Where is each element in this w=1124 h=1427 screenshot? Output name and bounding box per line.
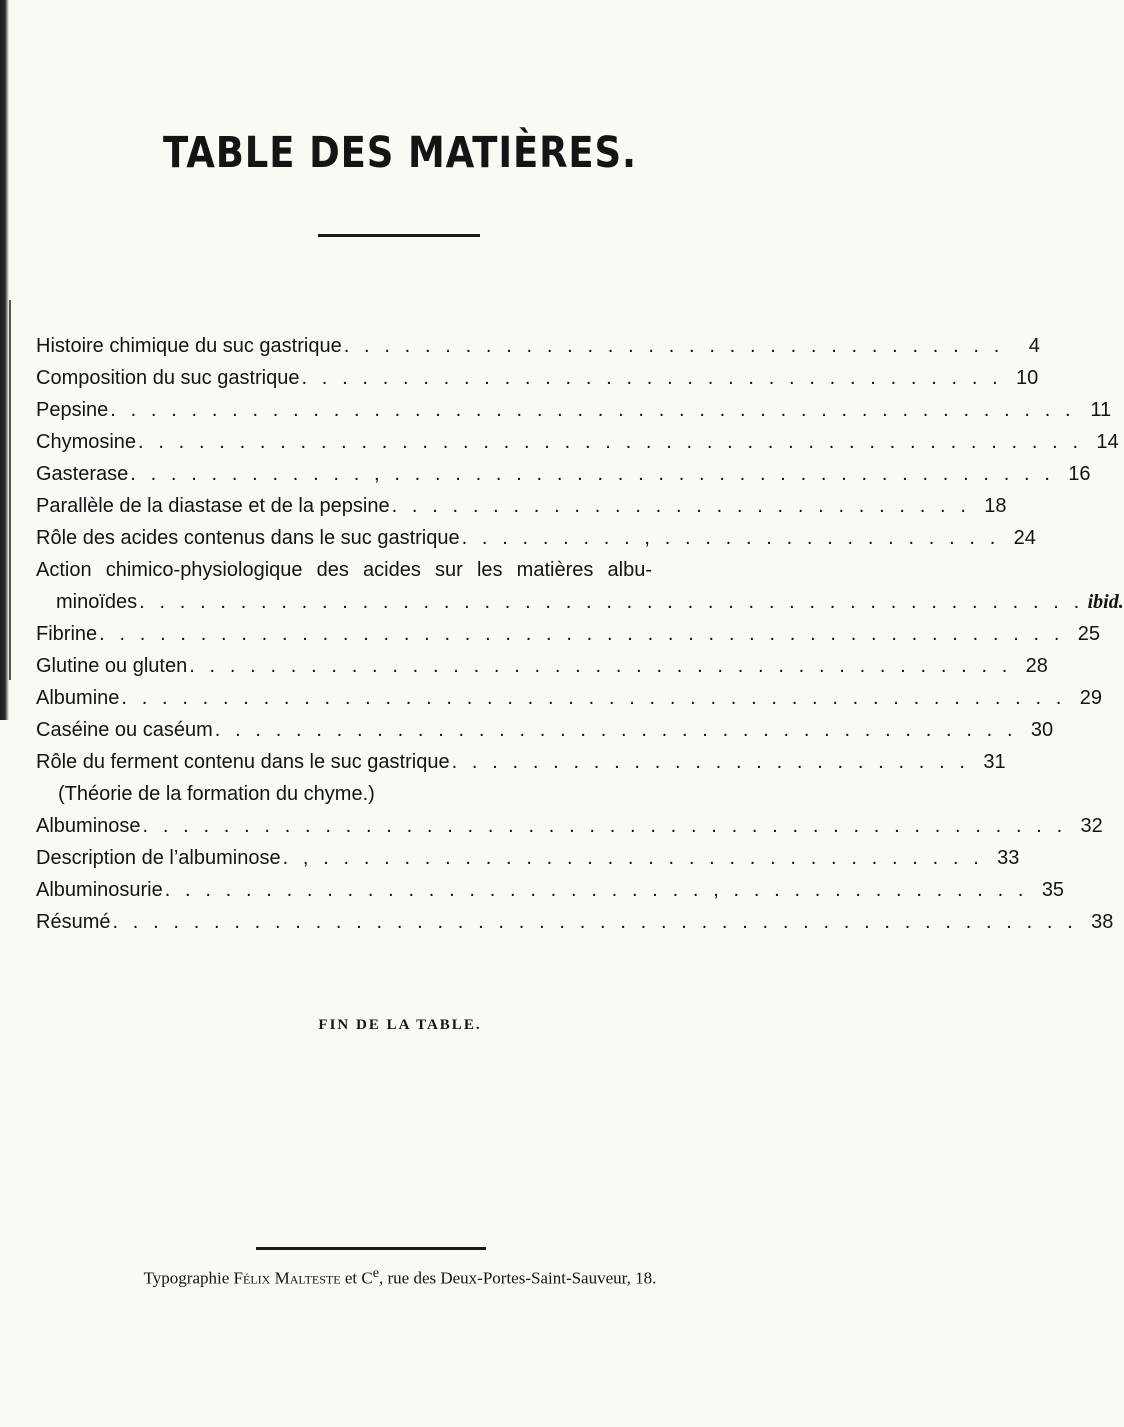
toc-group-1 <box>36 335 1119 559</box>
toc-entry-page: 29 <box>1079 687 1102 709</box>
toc-leader-dots: . . . . . . . . . . . . . . . . . . . . . . . . . . . . . . . . . <box>343 335 1004 357</box>
toc-entry <box>36 719 1054 751</box>
toc-entry-page: 11 <box>1090 399 1112 421</box>
imprint-middle: et C <box>344 1268 373 1288</box>
toc-entry <box>36 623 1101 655</box>
toc-leader-dots: . . . . . . . . . . . . . . . . . . . . . . . . . . . . . . . . . . . . . . . . . . . . . . <box>142 815 1067 837</box>
toc-entry-word: Action <box>36 559 92 581</box>
imprint-prefix: Typographie <box>143 1268 230 1288</box>
imprint-printer-name: Félix Malteste <box>233 1268 341 1288</box>
toc-entry-page: 33 <box>997 847 1020 869</box>
toc-entry-word: des <box>316 559 349 581</box>
toc-entry-label: Description de l’albuminose <box>36 847 281 869</box>
toc-leader-dots: . . . . . . . . . , . . . . . . . . . . . . . . . . . <box>461 527 1000 549</box>
imprint-superscript: e <box>372 1265 379 1281</box>
toc-leader-dots: . . . . . . . . . . . . . . . . . . . . . . . . . . . . . . . . . . . <box>301 367 1003 389</box>
toc-entry <box>36 335 1040 367</box>
toc-entry <box>36 879 1065 911</box>
toc-entry <box>36 815 1103 847</box>
toc-entry-page: 31 <box>983 751 1006 773</box>
toc-entry-label: Parallèle de la diastase et de la pepsine <box>36 495 390 517</box>
toc-leader-dots: . . . . . . . . . . . . . . . . . . . . . . . . . . <box>451 751 970 773</box>
toc-leader-dots: . . . . . . . . . . . . . . . . . . . . . . . . . . . , . . . . . . . . . . . . . . . <box>164 879 1029 901</box>
toc-entry-page: 32 <box>1080 815 1103 837</box>
toc-entry-page: 16 <box>1068 463 1091 485</box>
toc-leader-dots: . . . . . . . . . . . . . . . . . . . . . . . . . . . . . . . . . . . . . . . . . . . . . . . <box>139 591 1084 613</box>
table-of-contents <box>36 335 1124 943</box>
toc-entry-action-line2 <box>36 591 1124 623</box>
printer-imprint <box>0 1265 800 1289</box>
toc-entry-label: Fibrine <box>36 623 98 645</box>
toc-entry-label: minoïdes <box>56 591 138 613</box>
toc-entry-page: 14 <box>1096 431 1119 453</box>
toc-entry-label: Albumine <box>36 687 120 709</box>
toc-leader-dots: . . . . . . . . . . . . . . . . . . . . . . . . . . . . . . . . . . . . . . . . <box>214 719 1018 741</box>
toc-entry-label: Pepsine <box>36 399 109 421</box>
toc-entry-page: 30 <box>1030 719 1054 741</box>
toc-entry-page: 10 <box>1016 367 1039 389</box>
toc-entry-word: acides <box>363 559 421 581</box>
toc-entry-label: Composition du suc gastrique <box>36 367 300 389</box>
imprint-suffix: , rue des Deux-Portes-Saint-Sauveur, 18. <box>378 1268 657 1288</box>
toc-leader-dots: . . . . . . . . . . . . , . . . . . . . . . . . . . . . . . . . . . . . . . . . . . . . . . <box>130 463 1055 485</box>
toc-entry-label: Chymosine <box>36 431 137 453</box>
toc-entry-label: Glutine ou gluten <box>36 655 188 677</box>
toc-entry <box>36 495 1007 527</box>
toc-entry <box>36 655 1048 687</box>
toc-entry-label: Gasterase <box>36 463 129 485</box>
toc-entry-label: Rôle des acides contenus dans le suc gastrique <box>36 527 460 549</box>
toc-entry-word: chimico-physiologique <box>105 559 303 581</box>
end-of-table-note: FIN DE LA TABLE. <box>318 1017 482 1033</box>
title-rule <box>318 234 480 237</box>
toc-entry <box>36 367 1039 399</box>
page-binding-edge <box>0 0 9 720</box>
toc-entry-page: 38 <box>1091 911 1114 933</box>
toc-leader-dots: . . . . . . . . . . . . . . . . . . . . . . . . . . . . . <box>391 495 971 517</box>
toc-entry <box>36 751 1006 783</box>
toc-entry-page: 4 <box>1028 335 1040 357</box>
toc-leader-dots: . , . . . . . . . . . . . . . . . . . . . . . . . . . . . . . . . . . <box>282 847 984 869</box>
toc-entry-page: ibid. <box>1087 591 1124 613</box>
toc-entry-label: Caséine ou caséum <box>36 719 213 741</box>
footer-rule <box>256 1247 486 1250</box>
toc-entry-page: 28 <box>1025 655 1048 677</box>
toc-entry <box>36 687 1102 719</box>
toc-entry-word: sur <box>435 559 463 581</box>
toc-entry-word: matières <box>516 559 594 581</box>
toc-entry-word: les <box>476 559 503 581</box>
toc-leader-dots: . . . . . . . . . . . . . . . . . . . . . . . . . . . . . . . . . . . . . . . . . <box>189 655 1012 677</box>
toc-entry-label: Résumé <box>36 911 111 933</box>
toc-entry <box>36 527 1036 559</box>
toc-leader-dots: . . . . . . . . . . . . . . . . . . . . . . . . . . . . . . . . . . . . . . . . . . . . . . . . <box>112 911 1078 933</box>
toc-entry-label: Albuminosurie <box>36 879 163 901</box>
toc-group-2 <box>36 623 1102 783</box>
toc-entry <box>36 431 1119 463</box>
toc-entry-page: 25 <box>1077 623 1101 645</box>
toc-leader-dots: . . . . . . . . . . . . . . . . . . . . . . . . . . . . . . . . . . . . . . . . . . . . . . . <box>138 431 1083 453</box>
toc-entry-label: Histoire chimique du suc gastrique <box>36 335 342 357</box>
toc-leader-dots: . . . . . . . . . . . . . . . . . . . . . . . . . . . . . . . . . . . . . . . . . . . . . . . <box>121 687 1066 709</box>
toc-entry <box>36 463 1091 495</box>
toc-leader-dots: . . . . . . . . . . . . . . . . . . . . . . . . . . . . . . . . . . . . . . . . . . . . . . . . <box>110 399 1076 421</box>
toc-entry <box>36 399 1112 431</box>
page-binding-line <box>9 300 11 680</box>
toc-subnote-theorie: (Théorie de la formation du chyme.) <box>58 783 375 805</box>
toc-entry-page: 24 <box>1013 527 1036 549</box>
page-title: TABLE DES MATIÈRES. <box>163 128 637 178</box>
toc-entry <box>36 847 1020 879</box>
toc-entry-label: Rôle du ferment contenu dans le suc gastrique <box>36 751 450 773</box>
toc-entry-word: albu- <box>607 559 652 581</box>
toc-entry-page: 18 <box>984 495 1007 517</box>
toc-entry-label: Albuminose <box>36 815 141 837</box>
toc-entry-action-line1 <box>36 559 652 591</box>
toc-entry-page: 35 <box>1041 879 1065 901</box>
toc-leader-dots: . . . . . . . . . . . . . . . . . . . . . . . . . . . . . . . . . . . . . . . . . . . . . . . . <box>99 623 1065 645</box>
toc-entry <box>36 911 1114 943</box>
toc-group-3 <box>36 815 1114 943</box>
